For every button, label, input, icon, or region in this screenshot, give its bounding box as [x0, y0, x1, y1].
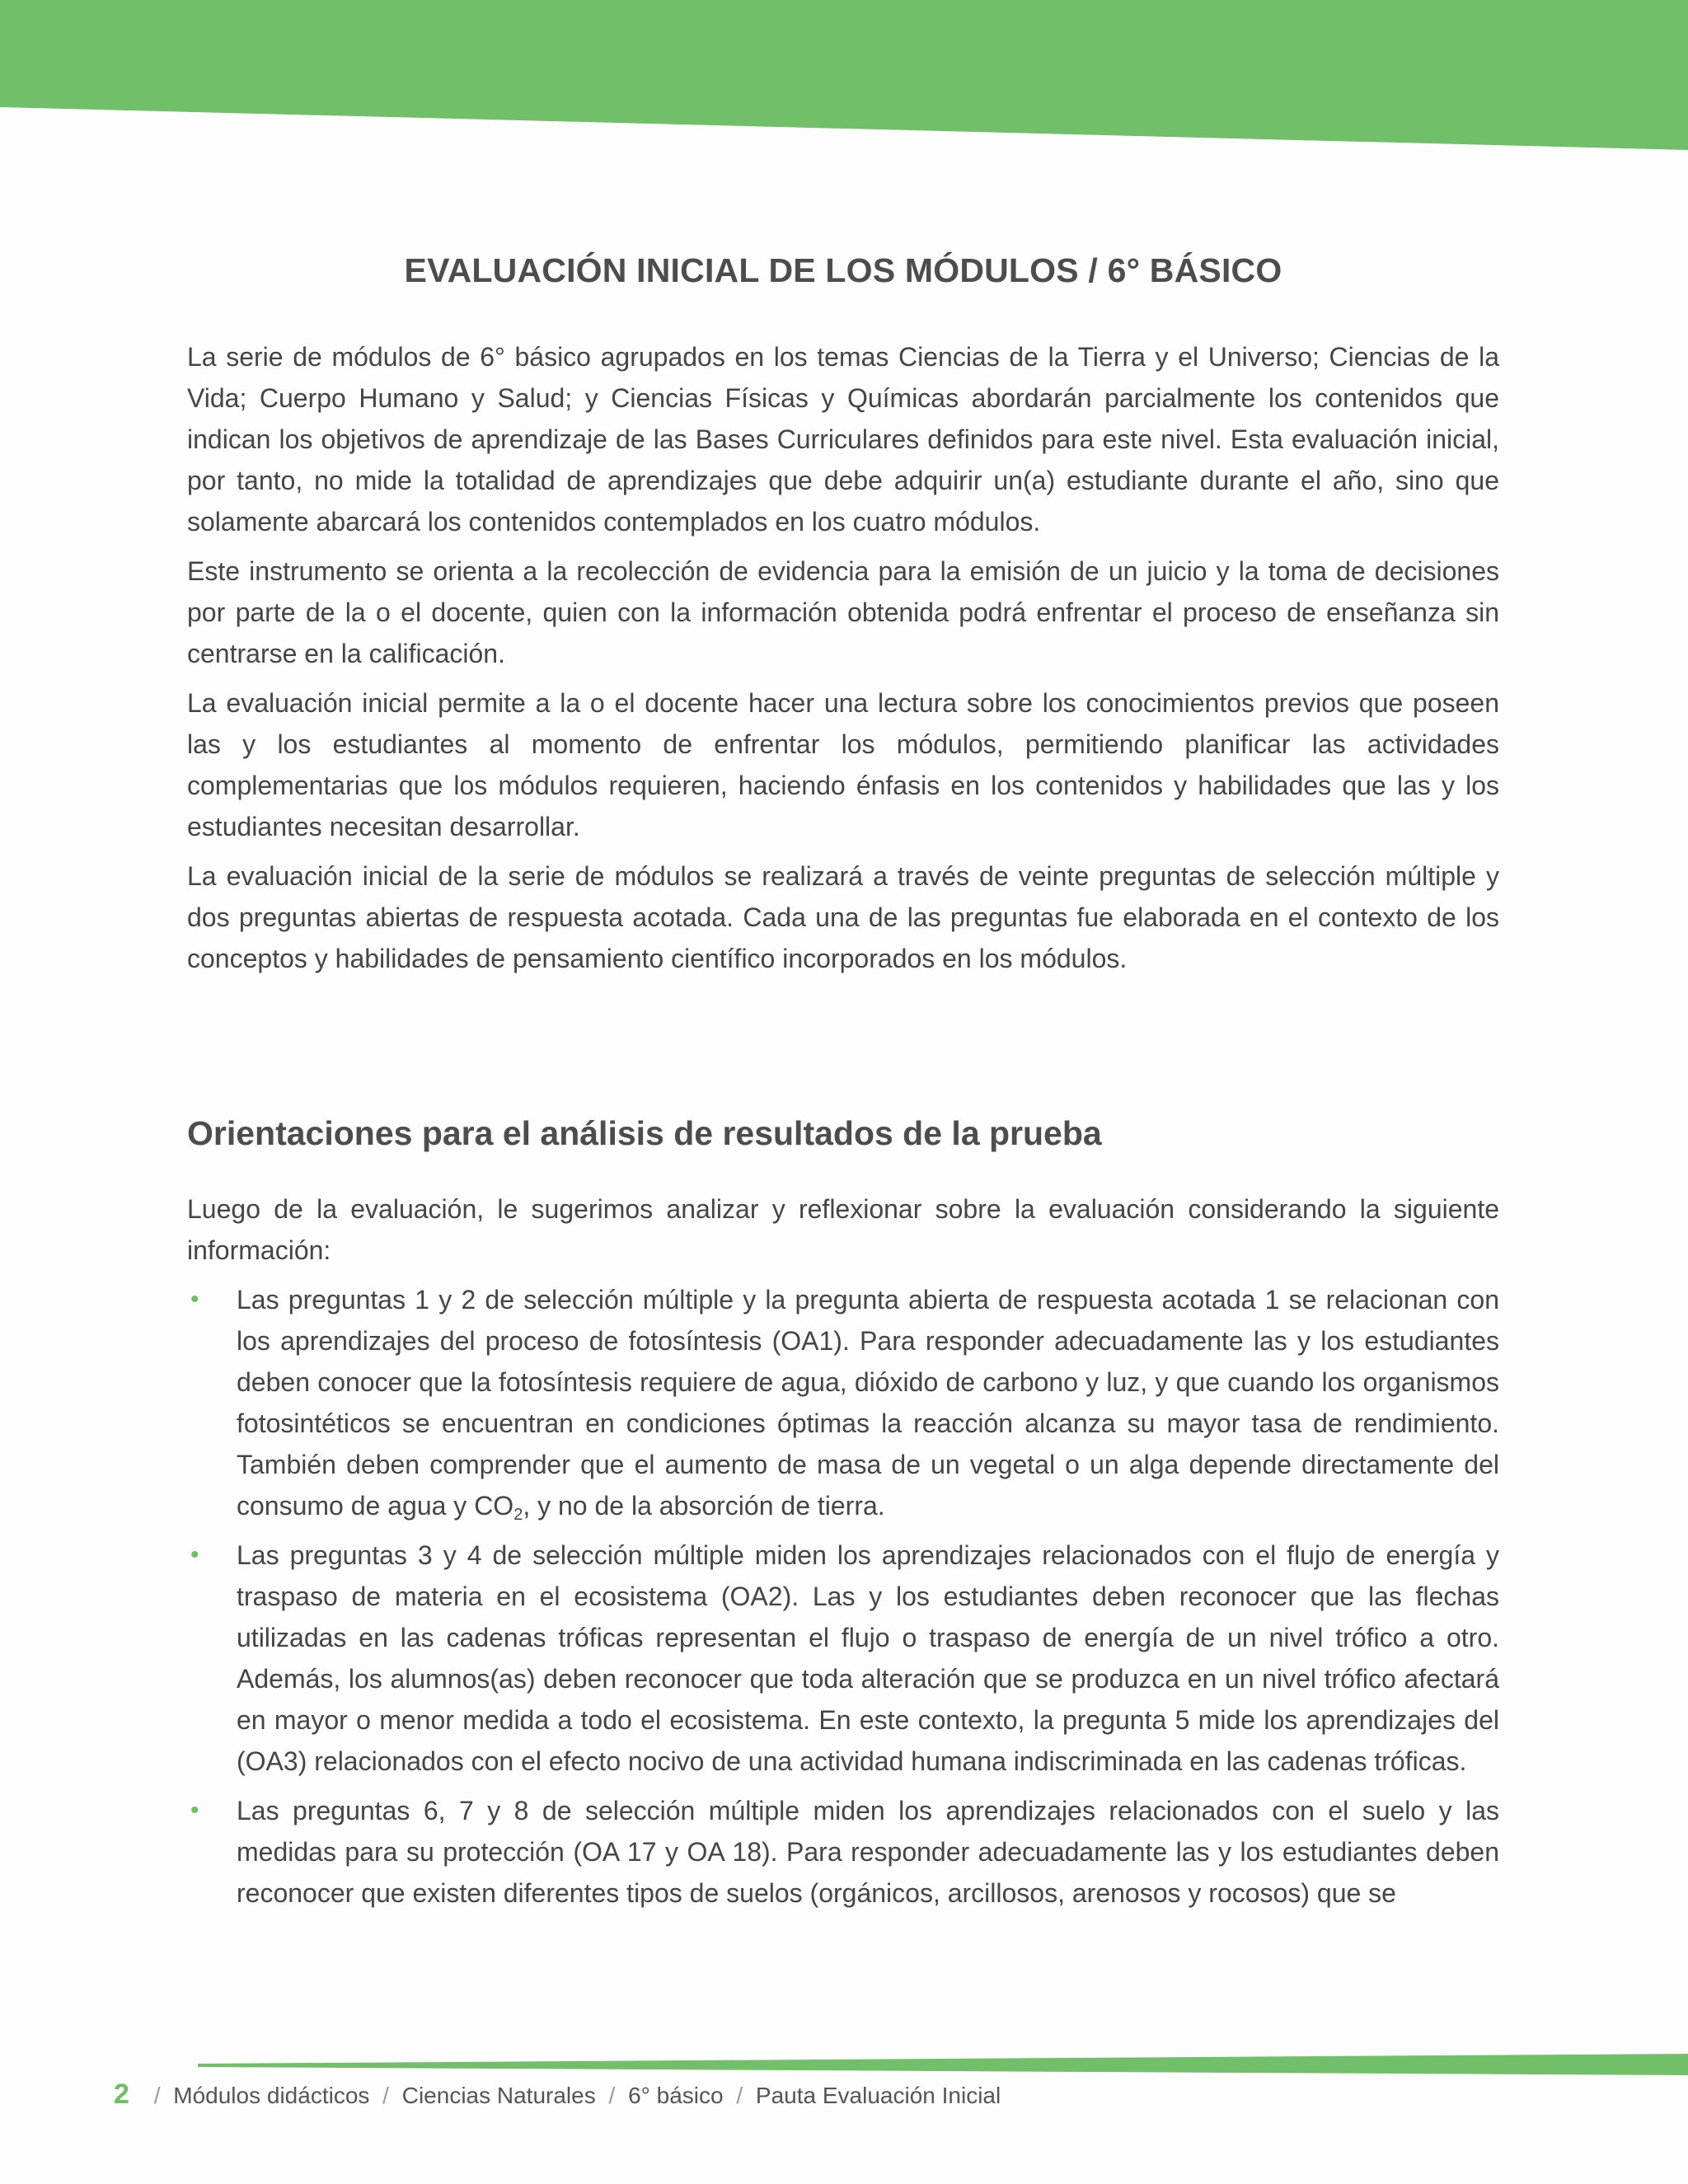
- bullet-item-oa2: [187, 1535, 1499, 1782]
- intro-paragraph: Este instrumento se orienta a la recolección de evidencia para la emisión de un juicio y la toma de decisiones por parte de la o el docente, quien con la información obtenida podrá enfrentar el proceso de enseñanza sin centrarse en la calificación.: [187, 556, 1499, 668]
- bullet-text: Las preguntas 1 y 2 de selección múltiple y la pregunta abierta de respuesta acotada 1 se relacionan con los aprendizajes del proceso de fotosíntesis (OA1). Para responder adecuadamente las y los estudiantes deben conocer que la fotosíntesis requiere de agua, dióxido de carbono y luz, y que cuando los organismos fotosintéticos se encuentran en condiciones óptimas la reacción alcanza su mayor tasa de rendimiento. También deben comprender que el aumento de masa de un vegetal o un alga depende directamente del consumo de agua y CO: [237, 1285, 1499, 1521]
- header-green-band: [0, 0, 1688, 157]
- intro-paragraph: La serie de módulos de 6° básico agrupados en los temas Ciencias de la Tierra y el Universo; Ciencias de la Vida; Cuerpo Humano y Salud; y Ciencias Físicas y Químicas abordarán parcialmente los contenidos que indican los objetivos de aprendizaje de las Bases Curriculares definidos para este nivel. Esta evaluación inicial, por tanto, no mide la totalidad de aprendizajes que debe adquirir un(a) estudiante durante el año, sino que solamente abarcará los contenidos contemplados en los cuatro módulos.: [187, 342, 1499, 537]
- footer-crumb: Ciencias Naturales: [401, 2083, 596, 2108]
- footer-separator: /: [382, 2083, 389, 2108]
- bullet-marker: •: [190, 1541, 199, 1568]
- section-title: Orientaciones para el análisis de resultados de la prueba: [187, 1114, 1102, 1153]
- bullet-text-tail: , y no de la absorción de tierra.: [523, 1491, 885, 1521]
- page-title: EVALUACIÓN INICIAL DE LOS MÓDULOS / 6° BÁSICO: [404, 251, 1282, 290]
- footer-green-rule: [0, 2044, 1688, 2077]
- footer-separator: /: [153, 2083, 161, 2108]
- footer-crumb: Pauta Evaluación Inicial: [755, 2083, 1001, 2108]
- footer-crumb: 6° básico: [628, 2083, 724, 2108]
- analysis-intro: Luego de la evaluación, le sugerimos analizar y reflexionar sobre la evaluación considerando la siguiente información:: [187, 1194, 1499, 1265]
- bullet-text: Las preguntas 6, 7 y 8 de selección múltiple miden los aprendizajes relacionados con el suelo y las medidas para su protección (OA 17 y OA 18). Para responder adecuadamente las y los estudiantes deben reconocer que existen diferentes tipos de suelos (orgánicos, arcillosos, arenosos y rocosos) que se: [237, 1796, 1499, 1908]
- bullet-list: [187, 1279, 1499, 1914]
- page-number: 2: [114, 2079, 129, 2110]
- subscript-2: 2: [513, 1506, 523, 1524]
- bullet-marker: •: [190, 1286, 199, 1313]
- footer-separator: /: [736, 2083, 743, 2108]
- analysis-section: [187, 1188, 1499, 1922]
- intro-section: [187, 336, 1499, 987]
- bullet-item-oa1: [187, 1279, 1499, 1526]
- footer-crumb: Módulos didácticos: [173, 2083, 370, 2108]
- intro-paragraph: La evaluación inicial de la serie de módulos se realizará a través de veinte preguntas de selección múltiple y dos preguntas abiertas de respuesta acotada. Cada una de las preguntas fue elaborada en el contexto de los conceptos y habilidades de pensamiento científico incorporados en los módulos.: [187, 861, 1499, 973]
- footer-separator: /: [608, 2083, 616, 2108]
- intro-paragraph: La evaluación inicial permite a la o el docente hacer una lectura sobre los conocimientos previos que poseen las y los estudiantes al momento de enfrentar los módulos, permitiendo planificar las actividades complementarias que los módulos requieren, haciendo énfasis en los contenidos y habilidades que las y los estudiantes necesitan desarrollar.: [187, 688, 1499, 841]
- bullet-item-oa17: [187, 1790, 1499, 1914]
- bullet-text: Las preguntas 3 y 4 de selección múltiple miden los aprendizajes relacionados con el flujo de energía y traspaso de materia en el ecosistema (OA2). Las y los estudiantes deben reconocer que las flechas utilizadas en las cadenas tróficas representan el flujo o traspaso de energía de un nivel trófico a otro. Además, los alumnos(as) deben reconocer que toda alteración que se produzca en un nivel trófico afectará en mayor o menor medida a todo el ecosistema. En este contexto, la pregunta 5 mide los aprendizajes del (OA3) relacionados con el efecto nocivo de una actividad humana indiscriminada en las cadenas tróficas.: [237, 1540, 1499, 1776]
- bullet-marker: •: [190, 1797, 199, 1824]
- footer: [114, 2079, 1001, 2111]
